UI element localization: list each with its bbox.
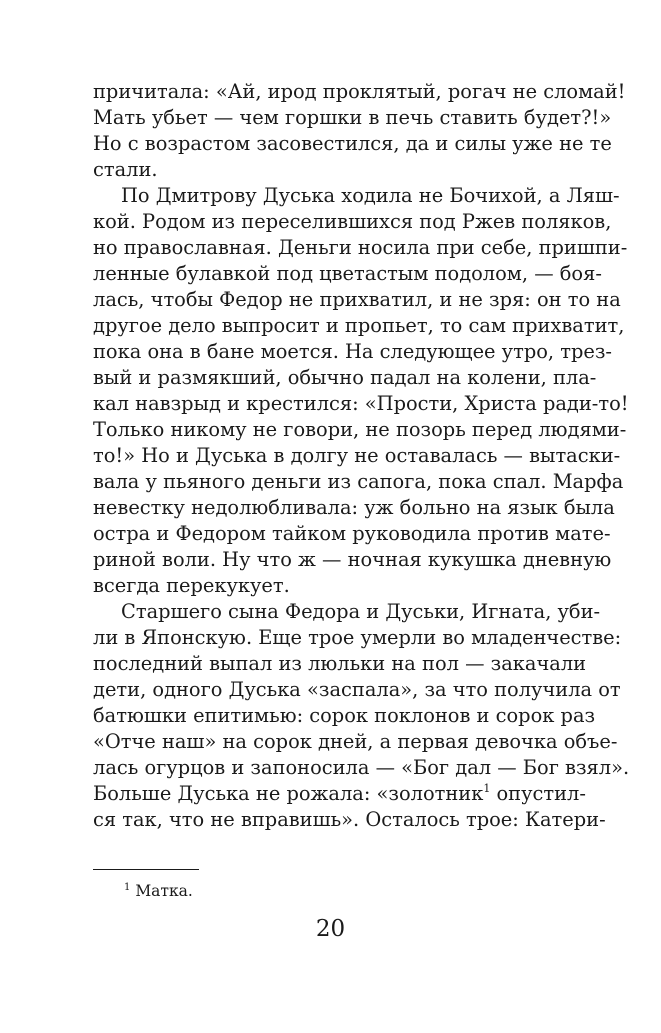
text-line-19: риной воли. Ну что ж — ночная кукушка дневную bbox=[93, 548, 612, 571]
text-line-9: лась, чтобы Федор не прихватил, и не зря: он то на bbox=[93, 288, 621, 311]
footnote bbox=[124, 881, 193, 901]
text-line-29: ся так, что не вправишь». Осталось трое: Катери- bbox=[93, 808, 606, 831]
text-line-26: «Отче наш» на сорок дней, а первая девочка объе- bbox=[93, 730, 618, 753]
footnote-reference[interactable]: 1 bbox=[483, 781, 491, 795]
text-line-8: ленные булавкой под цветастым подолом, — боя- bbox=[93, 262, 602, 285]
text-line-4: стали. bbox=[93, 158, 158, 181]
text-line-18: остра и Федором тайком руководила против мате- bbox=[93, 522, 611, 545]
text-line-15: то!» Но и Дуська в долгу не оставалась — вытаски- bbox=[93, 444, 621, 467]
text-line-27: лась огурцов и запоносила — «Бог дал — Бог взял». bbox=[93, 756, 630, 779]
text-line-21: Старшего сына Федора и Дуськи, Игната, уби- bbox=[121, 600, 601, 623]
footnote-text: Матка. bbox=[135, 882, 193, 900]
text-line-2: Мать убьет — чем горшки в печь ставить будет?!» bbox=[93, 106, 612, 129]
text-line-12: вый и размякший, обычно падал на колени, пла- bbox=[93, 366, 597, 389]
text-line-17: невестку недолюбливала: уж больно на язык была bbox=[93, 496, 615, 519]
text-line-1: причитала: «Ай, ирод проклятый, рогач не сломай! bbox=[93, 80, 626, 103]
text-line-28-after-note: опустил- bbox=[490, 782, 586, 805]
text-line-13: кал навзрыд и крестился: «Прости, Христа ради-то! bbox=[93, 392, 629, 415]
page-number: 20 bbox=[315, 916, 346, 942]
text-line-5: По Дмитрову Дуська ходила не Бочихой, а Ляш- bbox=[121, 184, 620, 207]
text-line-14: Только никому не говори, не позорь перед людями- bbox=[93, 418, 627, 441]
text-line-25: батюшки епитимью: сорок поклонов и сорок раз bbox=[93, 704, 596, 727]
text-line-22: ли в Японскую. Еще трое умерли во младенчестве: bbox=[93, 626, 622, 649]
text-line-24: дети, одного Дуська «заспала», за что получила от bbox=[93, 678, 621, 701]
body-text bbox=[93, 79, 630, 833]
footnote-divider bbox=[93, 869, 199, 870]
footnote-marker: 1 bbox=[124, 881, 131, 893]
text-line-10: другое дело выпросит и пропьет, то сам прихватит, bbox=[93, 314, 625, 337]
text-line-3: Но с возрастом засовестился, да и силы уже не те bbox=[93, 132, 612, 155]
text-line-28 bbox=[93, 781, 586, 807]
text-line-23: последний выпал из люльки на пол — закачали bbox=[93, 652, 587, 675]
text-line-11: пока она в бане моется. На следующее утро, трез- bbox=[93, 340, 612, 363]
text-line-20: всегда перекукует. bbox=[93, 574, 290, 597]
text-line-16: вала у пьяного деньги из сапога, пока спал. Марфа bbox=[93, 470, 624, 493]
text-line-28-before-note: Больше Дуська не рожала: «золотник bbox=[93, 782, 484, 805]
text-line-6: кой. Родом из переселившихся под Ржев поляков, bbox=[93, 210, 612, 233]
text-line-7: но православная. Деньги носила при себе, пришпи- bbox=[93, 236, 628, 259]
